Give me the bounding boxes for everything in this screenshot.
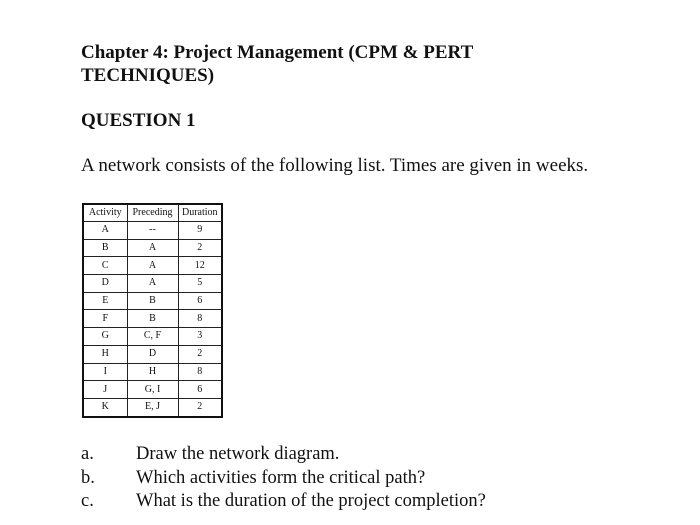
task-text: Draw the network diagram.: [136, 444, 340, 464]
activity-cell: H: [83, 345, 127, 363]
task-marker: c.: [81, 491, 94, 511]
preceding-cell: B: [127, 310, 178, 328]
activity-cell: C: [83, 257, 127, 275]
activity-table: [82, 203, 223, 418]
preceding-cell: H: [127, 363, 178, 381]
table-row: [83, 310, 222, 328]
chapter-heading-line2: TECHNIQUES): [81, 65, 215, 86]
activity-cell: B: [83, 239, 127, 257]
header-duration: Duration: [178, 204, 222, 222]
duration-cell: 5: [178, 275, 222, 293]
activity-cell: I: [83, 363, 127, 381]
task-item: [81, 490, 486, 514]
header-preceding: Preceding: [127, 204, 178, 222]
duration-cell: 3: [178, 328, 222, 346]
preceding-cell: B: [127, 292, 178, 310]
chapter-heading: [81, 41, 601, 87]
table-row: [83, 363, 222, 381]
duration-cell: 2: [178, 345, 222, 363]
task-marker: a.: [81, 444, 94, 464]
activity-cell: F: [83, 310, 127, 328]
table-row: [83, 328, 222, 346]
task-item: [81, 467, 486, 491]
table-row: [83, 257, 222, 275]
preceding-cell: A: [127, 257, 178, 275]
preceding-cell: C, F: [127, 328, 178, 346]
table-row: [83, 275, 222, 293]
table-header-row: [83, 204, 222, 222]
task-text: What is the duration of the project completion?: [136, 491, 486, 511]
duration-cell: 8: [178, 363, 222, 381]
intro-paragraph: A network consists of the following list. Times are given in weeks.: [81, 155, 589, 176]
table-row: [83, 239, 222, 257]
duration-cell: 8: [178, 310, 222, 328]
activity-cell: J: [83, 381, 127, 399]
table-row: [83, 345, 222, 363]
duration-cell: 9: [178, 222, 222, 240]
activity-cell: A: [83, 222, 127, 240]
preceding-cell: A: [127, 239, 178, 257]
activity-cell: E: [83, 292, 127, 310]
header-activity: Activity: [83, 204, 127, 222]
table-row: [83, 292, 222, 310]
duration-cell: 2: [178, 398, 222, 416]
preceding-cell: A: [127, 275, 178, 293]
preceding-cell: E, J: [127, 398, 178, 416]
chapter-heading-line1: Chapter 4: Project Management (CPM & PERT: [81, 42, 474, 63]
task-text: Which activities form the critical path?: [136, 467, 426, 488]
preceding-cell: --: [127, 222, 178, 240]
preceding-cell: D: [127, 345, 178, 363]
task-item: [81, 443, 486, 467]
task-list: [81, 443, 486, 514]
activity-cell: K: [83, 398, 127, 416]
table-row: [83, 222, 222, 240]
duration-cell: 2: [178, 239, 222, 257]
duration-cell: 6: [178, 381, 222, 399]
question-title: QUESTION 1: [81, 110, 196, 131]
activity-cell: D: [83, 275, 127, 293]
table-row: [83, 398, 222, 416]
duration-cell: 6: [178, 292, 222, 310]
task-marker: b.: [81, 467, 95, 488]
activity-cell: G: [83, 328, 127, 346]
duration-cell: 12: [178, 257, 222, 275]
preceding-cell: G, I: [127, 381, 178, 399]
table-row: [83, 381, 222, 399]
